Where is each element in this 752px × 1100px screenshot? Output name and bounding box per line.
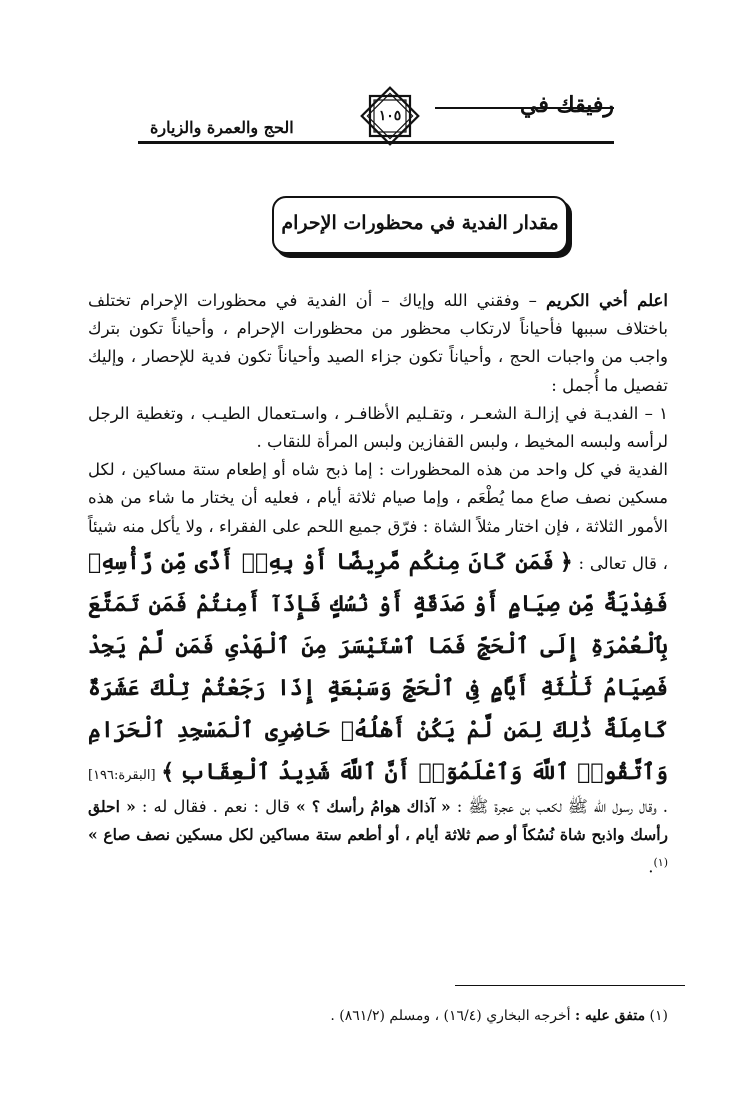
intro-text: – وفقني الله وإياك – أن الفدية في محظورات الإحرام تختلف باختلاف سببها فأحياناً لارتكاب محظور من محظورات الإحرام ، وأحياناً تكون بترك واجب من واجبات الحج ، وأحياناً تكون جزاء الصيد وأحياناً تكون فدية للإحصار ، وإليك تفصيل ما أُجمل : bbox=[88, 291, 668, 395]
header-rule-bottom bbox=[138, 141, 614, 144]
hadith-instruction: « احلق رأسك واذبح شاة نُسُكاً أو صم ثلاثة أيام ، أو أطعم ستة مساكين لكل مسكين نصف صاع » bbox=[88, 796, 668, 845]
verse-close-bracket: ﴾ bbox=[161, 758, 175, 785]
paragraph-item-1: ١ – الفديـة في إزالـة الشعـر ، وتقـليم الأظافـر ، واسـتعمال الطيـب ، وتغطية الرجل لرأسه ولبسه المخيط ، ولبس القفازين ولبس المرأة للنقاب . bbox=[88, 403, 668, 452]
intro-lead: اعلم أخي الكريم bbox=[546, 291, 668, 310]
page-number: ١٠٥ bbox=[378, 108, 402, 124]
paragraph-intro bbox=[88, 287, 668, 400]
footnote-text: أخرجه البخاري (١٦/٤) ، ومسلم (٨٦١/٢) . bbox=[330, 1008, 575, 1024]
main-text bbox=[88, 287, 668, 882]
quran-verse: فَمَن كَانَ مِنكُم مَّرِيضًا أَوْ بِهِۦٓ أَذًى مِّن رَّأْسِهِۦ فَفِدْيَةٌ مِّن صِيَامٍ أَوْ صَدَقَةٍ أَوْ نُسُكٍ فَإِذَآ أَمِنتُمْ فَمَن تَمَتَّعَ بِٱلْعُمْرَةِ إِلَى ٱلْحَجِّ فَمَا ٱسْتَيْسَرَ مِنَ ٱلْهَدْىِ فَمَن لَّمْ يَجِدْ فَصِيَامُ ثَلَٰثَةِ أَيَّامٍ فِى ٱلْحَجِّ وَسَبْعَةٍ إِذَا رَجَعْتُمْ تِلْكَ عَشَرَةٌ كَامِلَةٌ ذَٰلِكَ لِمَن لَّمْ يَكُنْ أَهْلُهُۥ حَاضِرِى ٱلْمَسْجِدِ ٱلْحَرَامِ وَٱتَّقُوا۟ ٱللَّهَ وَٱعْلَمُوٓا۟ أَنَّ ٱللَّهَ شَدِيدُ ٱلْعِقَابِ bbox=[88, 548, 669, 785]
paragraph-ruling bbox=[88, 456, 668, 882]
hadith-question: « آذاك هوامُ رأسك ؟ » bbox=[296, 796, 451, 816]
footnote bbox=[88, 1008, 668, 1024]
hadith-middle: قال : نعم . فقال له : bbox=[135, 796, 297, 816]
ruling-text: الفدية في كل واحد من هذه المحظورات : إما ذبح شاه أو إطعام ستة مساكين ، لكل مسكين نصف صاع مما يُطْعَم ، وإما صيام ثلاثة أيام ، فعليه أن يختار ما شاء من هذه الأمور الثلاثة ، فإن اختار مثلاً الشاة : فرّق جميع اللحم على الفقراء ، ولا يأكل منه شيئاً ، قال تعالى : bbox=[88, 460, 668, 573]
hadith-intro: . وقال رسول الله ﷺ لكعب بن عجرة ﷺ : bbox=[450, 796, 668, 816]
verse-reference: [البقرة:١٩٦] bbox=[88, 767, 156, 783]
footnote-rule bbox=[455, 985, 685, 986]
book-title: رفيقك في bbox=[520, 92, 614, 118]
verse-open-bracket: ﴿ bbox=[559, 548, 573, 575]
section-title: مقدار الفدية في محظورات الإحرام bbox=[272, 196, 568, 254]
footnote-marker[interactable]: (١) bbox=[653, 856, 668, 870]
book-subtitle: الحج والعمرة والزيارة bbox=[150, 118, 294, 137]
header-rule-top bbox=[435, 107, 614, 109]
footnote-number: (١) bbox=[649, 1008, 668, 1024]
hadith-end: . bbox=[648, 857, 654, 877]
footnote-label: متفق عليه : bbox=[574, 1008, 646, 1024]
